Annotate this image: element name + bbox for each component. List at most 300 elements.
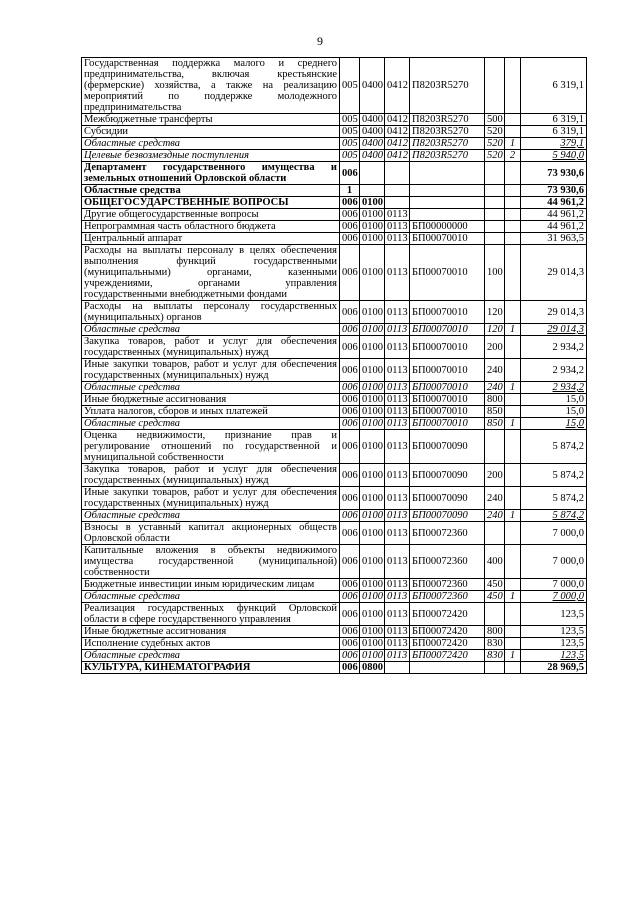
row-name: Оценка недвижимости, признание прав и регулирование отношений по государственной и муниципальной собственности (82, 430, 340, 464)
cell-target-article: БП00070010 (410, 418, 485, 430)
row-name: Областные средства (82, 138, 340, 150)
cell-rz: 0100 (360, 545, 385, 579)
cell-amount (521, 603, 587, 626)
cell-expense-type: 240 (485, 487, 505, 510)
table-row (82, 245, 587, 301)
cell-target-article: БП00072420 (410, 650, 485, 662)
cell-source: 1 (505, 324, 521, 336)
cell-source (505, 464, 521, 487)
table-row (82, 197, 587, 209)
cell-amount (521, 301, 587, 324)
cell-expense-type: 500 (485, 114, 505, 126)
cell-source (505, 114, 521, 126)
cell-amount (521, 418, 587, 430)
cell-rz: 0100 (360, 650, 385, 662)
amount-value: 31 963,5 (547, 233, 584, 244)
cell-target-article: БП00070010 (410, 233, 485, 245)
cell-target-article (410, 162, 485, 185)
row-name: Межбюджетные трансферты (82, 114, 340, 126)
cell-expense-type: 830 (485, 638, 505, 650)
cell-amount (521, 662, 587, 674)
table-row (82, 418, 587, 430)
cell-amount (521, 359, 587, 382)
row-name: Закупка товаров, работ и услуг для обеспечения государственных (муниципальных) нужд (82, 336, 340, 359)
cell-pr: 0113 (385, 487, 410, 510)
cell-amount (521, 522, 587, 545)
cell-ved: 006 (340, 197, 360, 209)
cell-amount (521, 209, 587, 221)
cell-amount (521, 162, 587, 185)
cell-ved: 006 (340, 510, 360, 522)
cell-rz: 0100 (360, 394, 385, 406)
cell-pr: 0412 (385, 138, 410, 150)
cell-amount (521, 185, 587, 197)
table-row (82, 138, 587, 150)
cell-rz: 0100 (360, 579, 385, 591)
cell-rz: 0100 (360, 245, 385, 301)
cell-expense-type: 850 (485, 406, 505, 418)
cell-expense-type: 120 (485, 324, 505, 336)
row-name: Иные бюджетные ассигнования (82, 626, 340, 638)
cell-amount (521, 324, 587, 336)
amount-value: 5 940,0 (552, 150, 584, 161)
cell-pr: 0412 (385, 114, 410, 126)
cell-rz: 0100 (360, 603, 385, 626)
amount-value: 29 014,3 (547, 324, 584, 335)
cell-pr: 0113 (385, 579, 410, 591)
cell-pr: 0412 (385, 126, 410, 138)
cell-expense-type (485, 233, 505, 245)
amount-value: 15,0 (565, 406, 584, 417)
row-name: Капитальные вложения в объекты недвижимого имущества государственной (муниципальной) собственности (82, 545, 340, 579)
cell-target-article: БП00070090 (410, 464, 485, 487)
cell-ved: 006 (340, 162, 360, 185)
row-name: Взносы в уставный капитал акционерных обществ Орловской области (82, 522, 340, 545)
cell-amount (521, 233, 587, 245)
cell-ved: 005 (340, 126, 360, 138)
cell-target-article: БП00070010 (410, 336, 485, 359)
cell-rz (360, 185, 385, 197)
cell-amount (521, 382, 587, 394)
cell-expense-type (485, 221, 505, 233)
cell-pr: 0113 (385, 418, 410, 430)
table-row (82, 150, 587, 162)
cell-target-article: БП00072360 (410, 591, 485, 603)
cell-target-article: БП00072420 (410, 626, 485, 638)
cell-expense-type: 850 (485, 418, 505, 430)
cell-pr: 0113 (385, 650, 410, 662)
cell-amount (521, 394, 587, 406)
table-row (82, 233, 587, 245)
cell-expense-type: 520 (485, 150, 505, 162)
row-name: Субсидии (82, 126, 340, 138)
cell-rz: 0100 (360, 591, 385, 603)
cell-rz: 0100 (360, 359, 385, 382)
amount-value: 6 319,1 (552, 126, 584, 137)
cell-expense-type: 800 (485, 394, 505, 406)
cell-ved: 006 (340, 336, 360, 359)
cell-rz: 0100 (360, 324, 385, 336)
table-row (82, 162, 587, 185)
cell-pr (385, 197, 410, 209)
table-row (82, 430, 587, 464)
cell-rz: 0400 (360, 138, 385, 150)
row-name: Закупка товаров, работ и услуг для обеспечения государственных (муниципальных) нужд (82, 464, 340, 487)
row-name: Областные средства (82, 591, 340, 603)
table-row (82, 464, 587, 487)
cell-rz: 0100 (360, 209, 385, 221)
cell-ved: 006 (340, 418, 360, 430)
amount-value: 2 934,2 (552, 341, 584, 353)
cell-target-article: П8203R5270 (410, 150, 485, 162)
cell-pr: 0113 (385, 603, 410, 626)
cell-expense-type: 450 (485, 579, 505, 591)
cell-source (505, 221, 521, 233)
cell-source (505, 301, 521, 324)
cell-pr: 0113 (385, 359, 410, 382)
amount-value: 15,0 (565, 394, 584, 405)
amount-value: 379,1 (560, 138, 584, 149)
cell-rz: 0100 (360, 418, 385, 430)
table-row (82, 221, 587, 233)
cell-amount (521, 487, 587, 510)
cell-expense-type: 120 (485, 301, 505, 324)
cell-ved: 006 (340, 603, 360, 626)
row-name: Центральный аппарат (82, 233, 340, 245)
cell-pr: 0113 (385, 382, 410, 394)
cell-ved: 006 (340, 301, 360, 324)
cell-pr (385, 185, 410, 197)
cell-target-article (410, 185, 485, 197)
cell-amount (521, 650, 587, 662)
row-name: Другие общегосударственные вопросы (82, 209, 340, 221)
cell-pr: 0113 (385, 233, 410, 245)
table-row (82, 579, 587, 591)
cell-source: 1 (505, 510, 521, 522)
cell-expense-type: 400 (485, 545, 505, 579)
cell-amount (521, 336, 587, 359)
cell-target-article: П8203R5270 (410, 114, 485, 126)
table-row (82, 591, 587, 603)
cell-pr: 0113 (385, 406, 410, 418)
amount-value: 5 874,2 (552, 469, 584, 481)
cell-target-article: БП00070010 (410, 301, 485, 324)
row-name: Иные бюджетные ассигнования (82, 394, 340, 406)
cell-ved: 006 (340, 579, 360, 591)
table-row (82, 394, 587, 406)
table-row (82, 650, 587, 662)
cell-target-article: БП00072420 (410, 603, 485, 626)
cell-source (505, 394, 521, 406)
cell-source (505, 209, 521, 221)
cell-expense-type: 200 (485, 336, 505, 359)
cell-source (505, 197, 521, 209)
cell-pr: 0412 (385, 58, 410, 114)
amount-value: 44 961,2 (547, 197, 584, 208)
cell-expense-type: 830 (485, 650, 505, 662)
table-row (82, 301, 587, 324)
row-name: Бюджетные инвестиции иным юридическим лицам (82, 579, 340, 591)
cell-source (505, 430, 521, 464)
cell-rz: 0100 (360, 638, 385, 650)
cell-amount (521, 638, 587, 650)
cell-target-article: БП00070010 (410, 382, 485, 394)
cell-amount (521, 626, 587, 638)
cell-ved: 006 (340, 464, 360, 487)
cell-expense-type (485, 197, 505, 209)
cell-pr: 0113 (385, 430, 410, 464)
cell-pr: 0113 (385, 301, 410, 324)
cell-target-article: БП00072360 (410, 579, 485, 591)
cell-target-article: БП00070090 (410, 487, 485, 510)
cell-ved: 006 (340, 406, 360, 418)
cell-source: 1 (505, 650, 521, 662)
cell-rz: 0400 (360, 150, 385, 162)
cell-rz: 0800 (360, 662, 385, 674)
amount-value: 123,5 (560, 638, 584, 649)
table-row (82, 510, 587, 522)
cell-rz: 0100 (360, 487, 385, 510)
row-name: Областные средства (82, 382, 340, 394)
table-row (82, 114, 587, 126)
cell-rz: 0100 (360, 510, 385, 522)
cell-pr: 0113 (385, 626, 410, 638)
table-row (82, 638, 587, 650)
cell-amount (521, 126, 587, 138)
cell-amount (521, 579, 587, 591)
cell-target-article: БП00072360 (410, 522, 485, 545)
cell-rz: 0100 (360, 464, 385, 487)
cell-ved: 006 (340, 545, 360, 579)
cell-amount (521, 197, 587, 209)
cell-amount (521, 150, 587, 162)
cell-expense-type (485, 162, 505, 185)
cell-rz: 0100 (360, 301, 385, 324)
cell-source (505, 638, 521, 650)
amount-value: 15,0 (565, 418, 584, 429)
cell-pr: 0113 (385, 522, 410, 545)
cell-source (505, 245, 521, 301)
cell-ved: 006 (340, 522, 360, 545)
table-row (82, 336, 587, 359)
row-name: Областные средства (82, 510, 340, 522)
row-name: Расходы на выплаты персоналу в целях обеспечения выполнения функций государственными (муниципальными) органами, казенными учреждениями, органами управления государственными внебюджетными фондами (82, 245, 340, 301)
cell-pr: 0113 (385, 638, 410, 650)
cell-pr: 0113 (385, 221, 410, 233)
amount-value: 7 000,0 (552, 591, 584, 602)
amount-value: 2 934,2 (552, 364, 584, 376)
amount-value: 6 319,1 (552, 80, 584, 91)
cell-target-article: БП00070010 (410, 394, 485, 406)
cell-expense-type: 800 (485, 626, 505, 638)
cell-target-article: БП00070090 (410, 510, 485, 522)
amount-value: 5 874,2 (552, 441, 584, 452)
cell-ved: 006 (340, 324, 360, 336)
cell-rz: 0400 (360, 58, 385, 114)
cell-ved: 005 (340, 150, 360, 162)
cell-pr: 0113 (385, 336, 410, 359)
cell-pr: 0113 (385, 209, 410, 221)
cell-expense-type: 240 (485, 382, 505, 394)
cell-amount (521, 58, 587, 114)
cell-expense-type: 200 (485, 464, 505, 487)
cell-target-article (410, 662, 485, 674)
cell-expense-type: 240 (485, 359, 505, 382)
cell-rz: 0100 (360, 197, 385, 209)
cell-ved: 006 (340, 245, 360, 301)
cell-ved: 006 (340, 209, 360, 221)
amount-value: 5 874,2 (552, 492, 584, 504)
cell-ved: 006 (340, 626, 360, 638)
cell-source (505, 359, 521, 382)
cell-expense-type: 100 (485, 245, 505, 301)
cell-ved: 006 (340, 487, 360, 510)
amount-value: 123,5 (560, 608, 584, 620)
table-row (82, 382, 587, 394)
cell-source (505, 579, 521, 591)
row-name: Исполнение судебных актов (82, 638, 340, 650)
cell-pr: 0113 (385, 545, 410, 579)
cell-expense-type (485, 185, 505, 197)
amount-value: 29 014,3 (547, 306, 584, 318)
amount-value: 7 000,0 (552, 579, 584, 590)
cell-ved: 006 (340, 662, 360, 674)
amount-value: 29 014,3 (547, 267, 584, 278)
cell-expense-type (485, 58, 505, 114)
cell-expense-type (485, 522, 505, 545)
cell-ved: 006 (340, 591, 360, 603)
cell-source (505, 336, 521, 359)
cell-target-article: БП00072420 (410, 638, 485, 650)
cell-target-article (410, 209, 485, 221)
table-row (82, 185, 587, 197)
cell-amount (521, 406, 587, 418)
cell-amount (521, 430, 587, 464)
amount-value: 5 874,2 (552, 510, 584, 521)
cell-pr (385, 162, 410, 185)
cell-source (505, 603, 521, 626)
cell-target-article: БП00070010 (410, 245, 485, 301)
budget-table-body (82, 58, 587, 674)
cell-amount (521, 545, 587, 579)
amount-value: 6 319,1 (552, 114, 584, 125)
cell-pr: 0113 (385, 245, 410, 301)
cell-source (505, 406, 521, 418)
cell-target-article: БП00070010 (410, 324, 485, 336)
cell-rz (360, 162, 385, 185)
cell-ved: 005 (340, 138, 360, 150)
amount-value: 7 000,0 (552, 527, 584, 539)
cell-source (505, 626, 521, 638)
cell-ved: 005 (340, 114, 360, 126)
cell-ved: 1 (340, 185, 360, 197)
cell-expense-type: 520 (485, 138, 505, 150)
cell-rz: 0400 (360, 114, 385, 126)
cell-pr: 0113 (385, 394, 410, 406)
row-name: Расходы на выплаты персоналу государственных (муниципальных) органов (82, 301, 340, 324)
cell-source: 1 (505, 382, 521, 394)
table-row (82, 545, 587, 579)
amount-value: 123,5 (560, 626, 584, 637)
cell-source (505, 233, 521, 245)
cell-source: 1 (505, 591, 521, 603)
table-row (82, 487, 587, 510)
cell-source (505, 662, 521, 674)
cell-amount (521, 591, 587, 603)
cell-target-article: БП00000000 (410, 221, 485, 233)
row-name: Департамент государственного имущества и земельных отношений Орловской области (82, 162, 340, 185)
cell-ved: 006 (340, 359, 360, 382)
row-name: Областные средства (82, 324, 340, 336)
budget-table (81, 57, 587, 674)
cell-expense-type (485, 662, 505, 674)
cell-target-article: БП00070090 (410, 430, 485, 464)
cell-pr: 0113 (385, 464, 410, 487)
table-row (82, 603, 587, 626)
cell-ved: 006 (340, 430, 360, 464)
row-name: Уплата налогов, сборов и иных платежей (82, 406, 340, 418)
cell-ved: 006 (340, 233, 360, 245)
amount-value: 28 969,5 (547, 662, 584, 673)
row-name: Реализация государственных функций Орловской области в сфере государственного управления (82, 603, 340, 626)
table-row (82, 209, 587, 221)
row-name: Целевые безвозмездные поступления (82, 150, 340, 162)
table-row (82, 406, 587, 418)
cell-target-article: БП00070010 (410, 406, 485, 418)
cell-ved: 006 (340, 382, 360, 394)
cell-amount (521, 138, 587, 150)
amount-value: 44 961,2 (547, 221, 584, 232)
amount-value: 73 930,6 (547, 185, 584, 196)
cell-target-article: П8203R5270 (410, 58, 485, 114)
cell-target-article (410, 197, 485, 209)
table-row (82, 359, 587, 382)
cell-expense-type: 450 (485, 591, 505, 603)
table-row (82, 522, 587, 545)
cell-source (505, 545, 521, 579)
cell-ved: 006 (340, 221, 360, 233)
cell-source (505, 126, 521, 138)
cell-source: 1 (505, 418, 521, 430)
row-name: Областные средства (82, 650, 340, 662)
cell-source (505, 162, 521, 185)
amount-value: 44 961,2 (547, 209, 584, 220)
cell-ved: 005 (340, 58, 360, 114)
row-name: Областные средства (82, 418, 340, 430)
row-name: ОБЩЕГОСУДАРСТВЕННЫЕ ВОПРОСЫ (82, 197, 340, 209)
table-row (82, 662, 587, 674)
amount-value: 123,5 (560, 650, 584, 661)
cell-rz: 0100 (360, 626, 385, 638)
cell-source (505, 58, 521, 114)
amount-value: 2 934,2 (552, 382, 584, 393)
cell-pr (385, 662, 410, 674)
cell-rz: 0100 (360, 406, 385, 418)
row-name: КУЛЬТУРА, КИНЕМАТОГРАФИЯ (82, 662, 340, 674)
table-row (82, 626, 587, 638)
cell-target-article: БП00072360 (410, 545, 485, 579)
row-name: Иные закупки товаров, работ и услуг для обеспечения государственных (муниципальных) нужд (82, 359, 340, 382)
cell-source (505, 522, 521, 545)
cell-amount (521, 464, 587, 487)
cell-amount (521, 221, 587, 233)
cell-amount (521, 245, 587, 301)
cell-expense-type: 520 (485, 126, 505, 138)
cell-expense-type (485, 603, 505, 626)
cell-rz: 0100 (360, 233, 385, 245)
cell-ved: 006 (340, 394, 360, 406)
table-row (82, 324, 587, 336)
